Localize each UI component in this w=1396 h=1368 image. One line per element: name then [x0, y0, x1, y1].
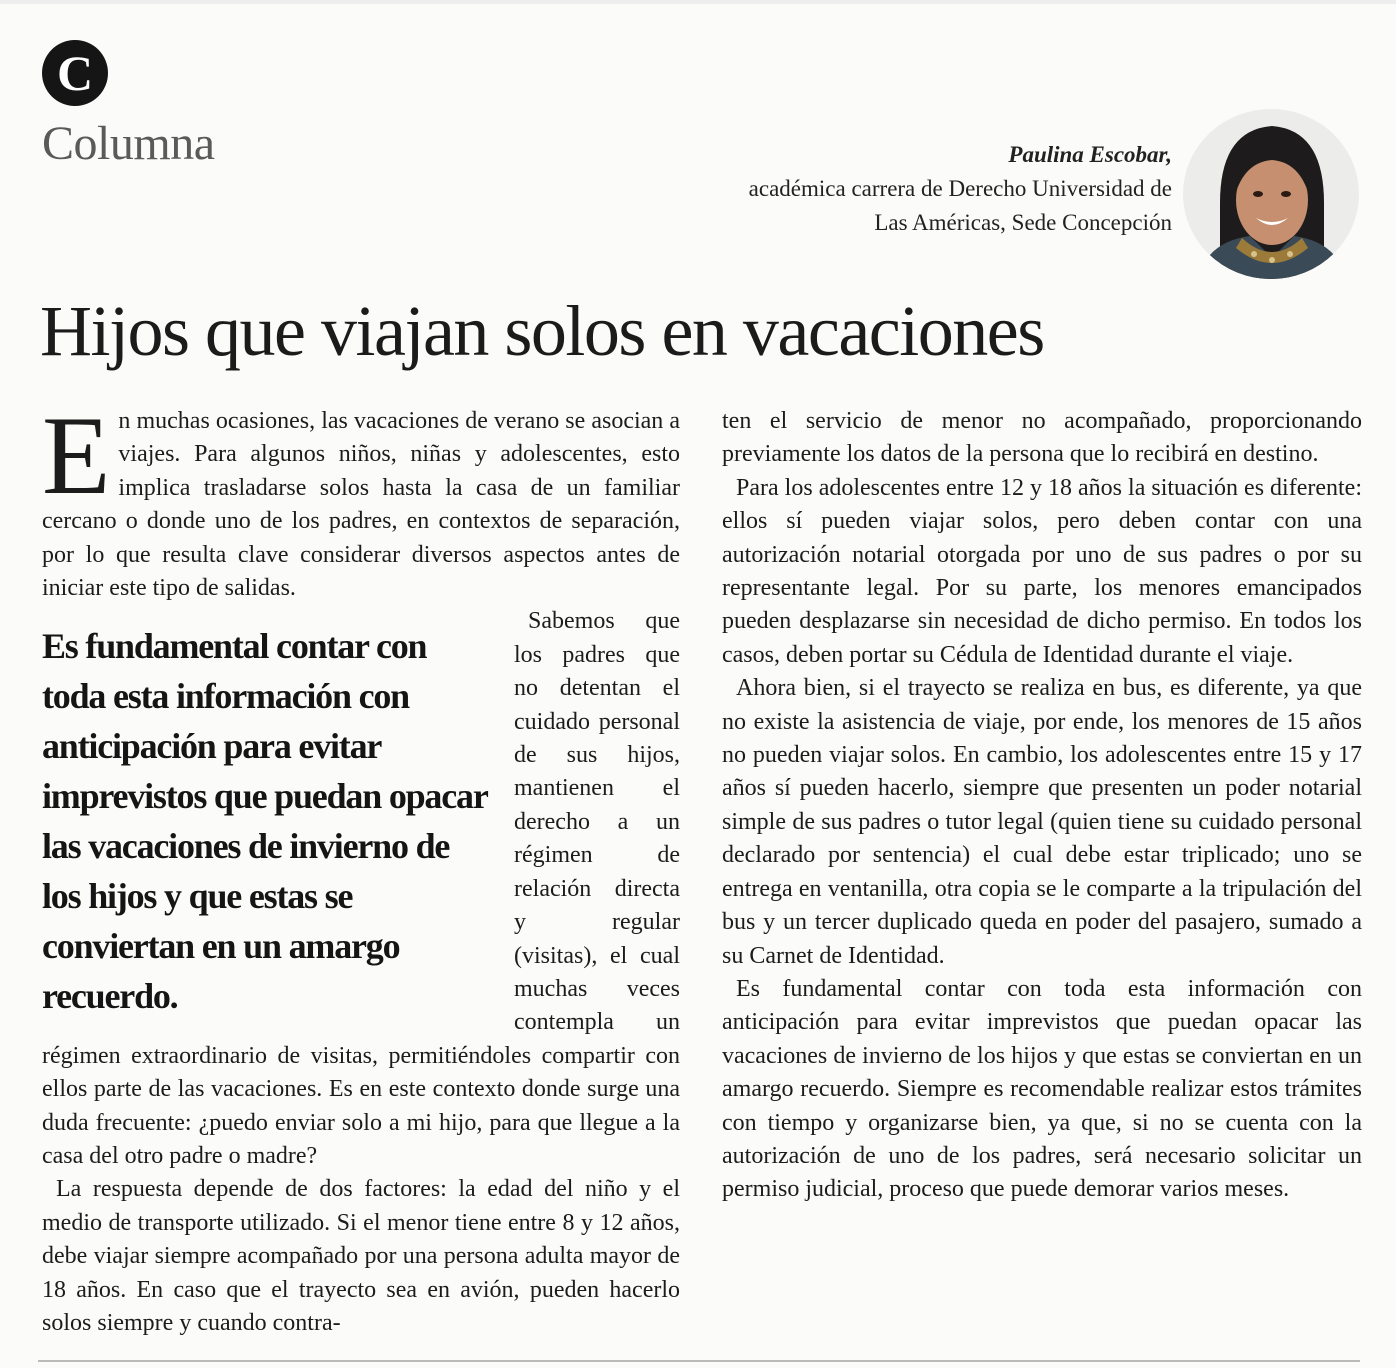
- section-label: Columna: [42, 117, 215, 170]
- article-headline: Hijos que viajan solos en vacaciones: [40, 291, 1044, 371]
- paragraph-conclusion: Es fundamental contar con toda esta información con anticipación para evitar imprevistos que puedan opacar las vacaciones de invierno de los hijos y que estas se conviertan en un amargo recuerdo. Siempre es recomendable realizar estos trámites con tiempo y organizarse bien, ya que, si no se cuenta con la autorización de uno de los padres, será necesario solicitar un permiso judicial, proceso que puede demorar varios meses.: [722, 975, 1362, 1203]
- drop-cap: E: [42, 394, 111, 518]
- author-byline: [749, 138, 1172, 240]
- paragraph-respuesta-cont: ten el servicio de menor no acompañado, proporcionando previamente los datos de la persona que lo recibirá en destino.: [722, 408, 1362, 468]
- author-role-line-1: académica carrera de Derecho Universidad de: [748, 176, 1172, 201]
- paragraph-adolescentes: Para los adolescentes entre 12 y 18 años la situación es diferente: ellos sí pueden viajar solos, pero deben contar con una autorización notarial otorgada por uno de sus padres o por su representante legal. Por su parte, los menores emancipados pueden desplazarse sin necesidad de dicho permiso. En todos los casos, deben portar su Cédula de Identidad durante el viaje.: [722, 474, 1362, 668]
- column-badge: C: [42, 40, 108, 106]
- paragraph-intro-text: n muchas ocasiones, las vacaciones de verano se asocian a viajes. Para algunos niños, niñas y adolescentes, esto implica trasladarse solos hasta la casa de un familiar cercano o donde uno de los padres, en contextos de separación, por lo que resulta clave considerar diversos aspectos antes de iniciar este tipo de salidas.: [42, 408, 680, 602]
- paragraph-visitas: Sabemos que los padres que no detentan el cuidado personal de sus hijos, mantienen el derecho a un régimen de relación directa y regular (visitas), el cual muchas veces contempla un régimen extraordinario de visitas, permitiéndoles compartir con ellos parte de las vacaciones. Es en este contexto donde surge una duda frecuente: ¿puedo enviar solo a mi hijo, para que llegue a la casa del otro padre o madre?: [42, 608, 680, 1169]
- pull-quote: Es fundamental contar con toda esta información con anticipación para evitar imprevistos que puedan opacar las vacaciones de invierno de los hijos y que estas se conviertan en un amargo recuerdo.: [42, 626, 487, 1017]
- article-column-right: [722, 405, 1362, 1207]
- paragraph-bus: Ahora bien, si el trayecto se realiza en bus, es diferente, ya que no existe la asistencia de viaje, por ende, los menores de 15 años no pueden viajar solos. En cambio, los adolescentes entre 15 y 17 años sí pueden hacerlo, siempre que presenten un poder notarial simple de sus padres o tutor legal (quien tiene su cuidado personal declarado por sentencia) el cual debe estar triplicado; uno se entrega en ventanilla, otra copia se le comparte a la tripulación del bus y un tercer duplicado queda en poder del pasajero, sumado a su Carnet de Identidad.: [722, 675, 1362, 969]
- author-role-line-2: Las Américas, Sede Concepción: [874, 210, 1172, 235]
- article-column-left: [42, 394, 680, 1340]
- author-name: Paulina Escobar,: [1008, 142, 1172, 167]
- bottom-rule: [38, 1360, 1360, 1362]
- paragraph-intro: [42, 394, 680, 605]
- paragraph-respuesta: La respuesta depende de dos factores: la edad del niño y el medio de transporte utilizado. Si el menor tiene entre 8 y 12 años, debe viajar siempre acompañado por una persona adulta mayor de 18 años. En caso que el trayecto sea en avión, pueden hacerlo solos siempre y cuando contra-: [42, 1176, 680, 1336]
- author-photo: [1180, 108, 1362, 280]
- top-rule: [0, 0, 1396, 4]
